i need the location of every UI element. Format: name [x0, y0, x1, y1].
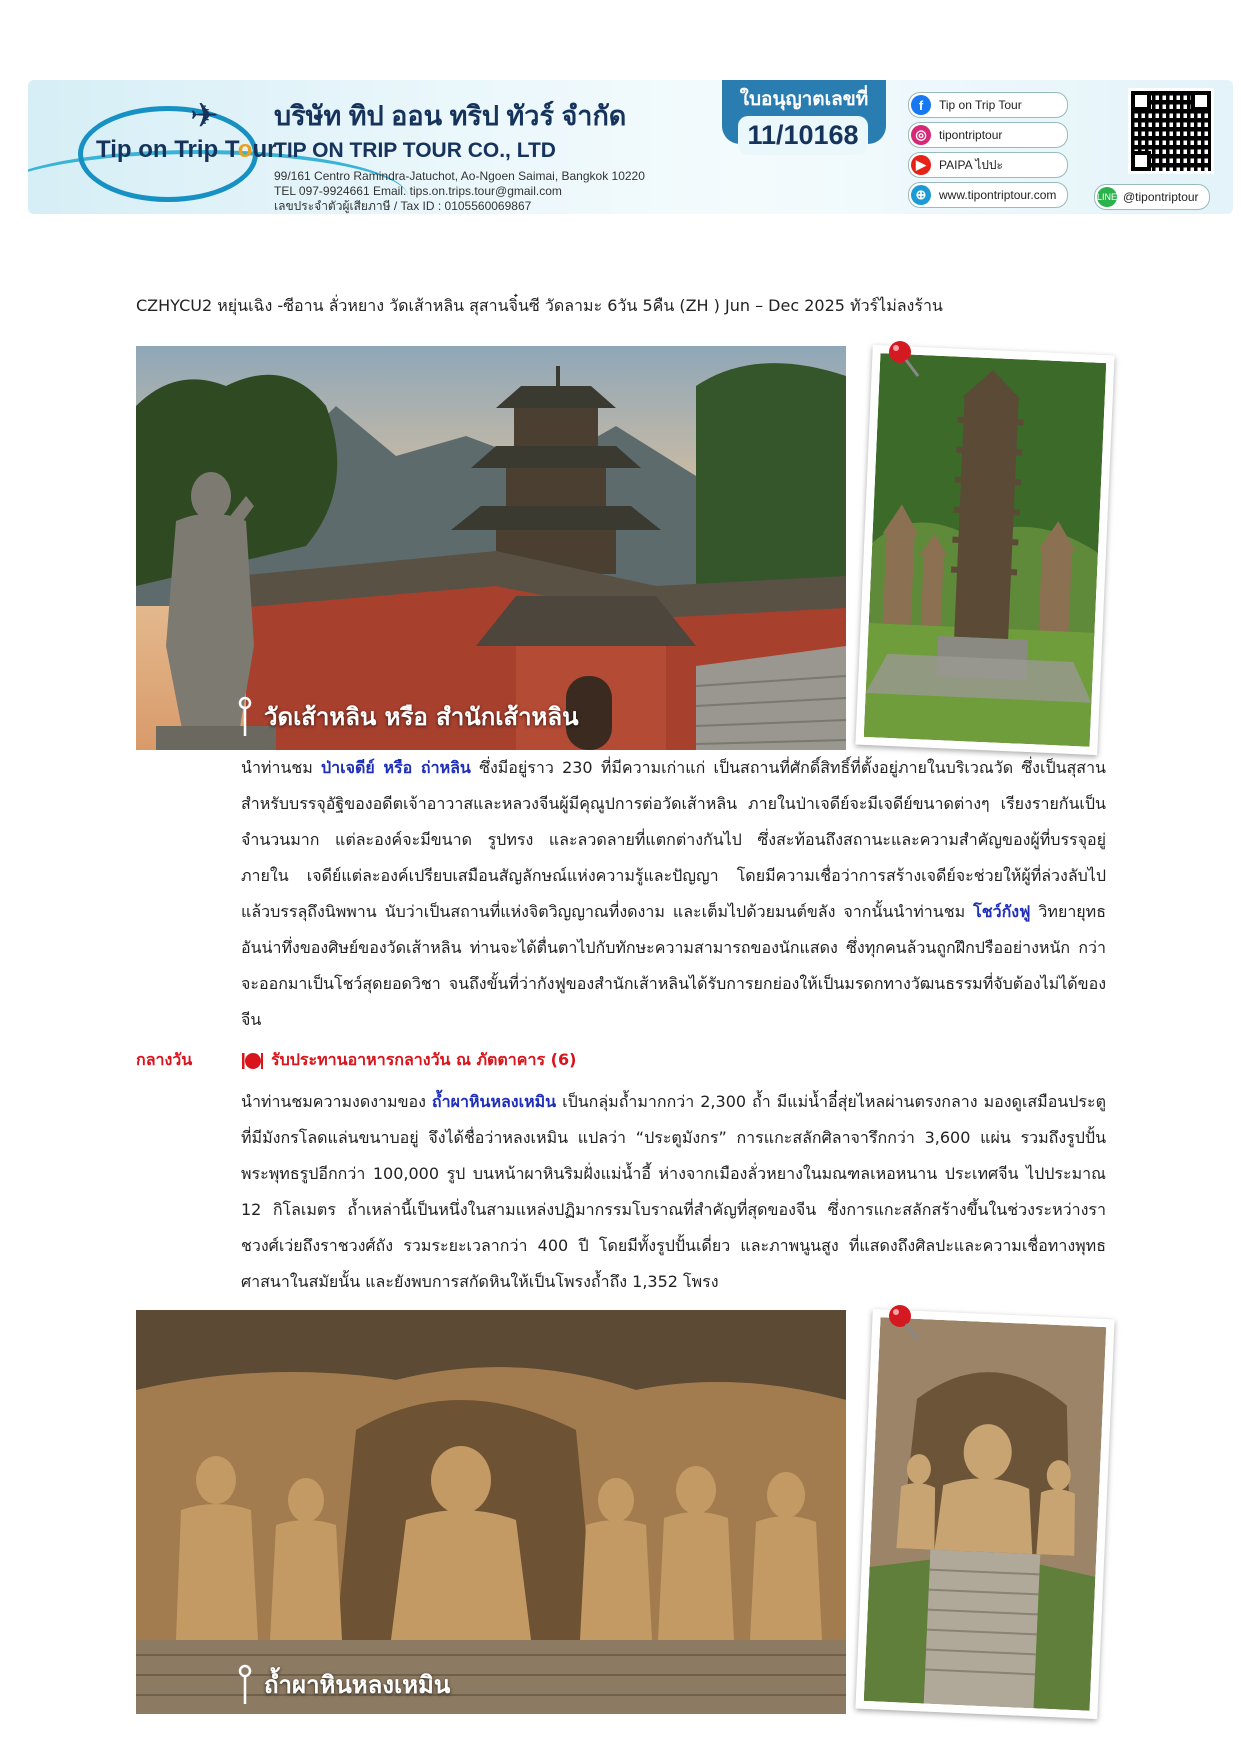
shaolin-temple-photo — [136, 346, 846, 750]
instagram-icon: ◎ — [911, 125, 931, 145]
longmen-stairs-photo-frame — [855, 1309, 1114, 1719]
logo-globe-o: o — [237, 136, 253, 163]
pagoda-forest-highlight: ป่าเจดีย์ หรือ ถ่าหลิน — [321, 758, 471, 777]
instagram-link[interactable] — [908, 122, 1068, 148]
lunch-text: รับประทานอาหารกลางวัน ณ ภัตตาคาร (6) — [271, 1050, 577, 1069]
license-label: ใบอนุญาตเลขที่ — [739, 89, 869, 110]
company-name-thai: บริษัท ทิป ออน ทริป ทัวร์ จำกัด — [274, 101, 627, 131]
youtube-icon: ▶ — [911, 155, 931, 175]
line-id-label: @tipontriptour — [1123, 190, 1199, 204]
location-pin-icon — [238, 696, 252, 736]
pagoda-forest-photo-frame — [855, 345, 1114, 755]
logo-text-part-1: Tip on Trip T — [96, 136, 238, 163]
kungfu-show-highlight: โชว์กังฟู — [973, 902, 1031, 921]
lunch-row — [136, 1048, 1106, 1080]
lunch-text-wrapper — [241, 1048, 576, 1073]
facebook-link[interactable] — [908, 92, 1068, 118]
tax-id-line: เลขประจำตัวผู้เสียภาษี / Tax ID : 0105560069867 — [274, 199, 532, 213]
longmen-photo-collage — [136, 1310, 1106, 1714]
qr-code — [1128, 88, 1214, 174]
facebook-label: Tip on Trip Tour — [939, 98, 1022, 112]
logo-text — [96, 136, 276, 164]
pushpin-icon — [880, 1300, 926, 1346]
line-icon: LINE — [1097, 187, 1117, 207]
shaolin-temple-illustration — [136, 346, 846, 750]
pagoda-forest-illustration — [864, 353, 1107, 746]
para2-text-1: นำท่านชมความงดงามของ — [241, 1092, 432, 1111]
lunch-label: กลางวัน — [136, 1050, 193, 1069]
facebook-icon: f — [911, 95, 931, 115]
company-address — [274, 169, 734, 214]
longmen-grottoes-illustration — [136, 1310, 846, 1714]
location-pin-icon — [238, 1664, 252, 1704]
qr-corner — [1131, 151, 1151, 171]
longmen-highlight: ถ้ำผาหินหลงเหมิน — [431, 1092, 557, 1111]
website-icon: ⊕ — [911, 185, 931, 205]
para1-text-2: ซึ่งมีอยู่ราว 230 ที่มีความเก่าแก่ เป็นสถานที่ศักดิ์สิทธิ์ที่ตั้งอยู่ภายในบริเวณวัด ซึ่งเป็นสุสานสำหรับบรรจุอัฐิของอดีตเจ้าอาวาสและหลวงจีนผู้มีคุณูปการต่อวัดเส้าหลิน ภายในป่าเจดีย์จะมีเจดีย์ขนาดต่างๆ เรียงรายกันเป็นจำนวนมาก แต่ละองค์จะมีขนาด รูปทรง และลวดลายที่แตกต่างกันไป ซึ่งสะท้อนถึงสถานะและความสำคัญของผู้ที่บรรจุอยู่ภายใน เจดีย์แต่ละองค์เปรียบเสมือนสัญลักษณ์แห่งความรู้และปัญญา โดยมีความเชื่อว่าการสร้างเจดีย์จะช่วยให้ผู้ที่ล่วงลับไปแล้วบรรลุถึงนิพพาน นับว่าเป็นสถานที่แห่งจิตวิญญาณที่งดงาม และเต็มไปด้วยมนต์ขลัง จากนั้นนำท่านชม — [241, 758, 1106, 921]
longmen-caption-text: ถ้ำผาหินหลงเหมิน — [264, 1670, 451, 1699]
company-logo — [70, 96, 277, 200]
company-info — [274, 94, 734, 214]
youtube-link[interactable] — [908, 152, 1068, 178]
shaolin-caption — [238, 696, 578, 736]
airplane-icon: ✈ — [190, 96, 219, 136]
para1-text-1: นำท่านชม — [241, 758, 322, 777]
qr-corner — [1191, 91, 1211, 111]
website-link[interactable] — [908, 182, 1068, 208]
para1-text-3: วิทยายุทธอันน่าทึ่งของศิษย์ของวัดเส้าหลิน ท่านจะได้ตื่นตาไปกับทักษะความสามารถของนักแสดง ซึ่งทุกคนล้วนถูกฝึกปรืออย่างหนัก กว่าจะออกมาเป็นโชว์สุดยอดวิชา จนถึงขั้นที่ว่ากังฟูของสำนักเส้าหลินได้รับการยกย่องให้เป็นมรดกทางวัฒนธรรมที่จับต้องไม่ได้ของจีน — [241, 902, 1106, 1029]
longmen-caption — [238, 1664, 450, 1704]
pushpin-icon — [880, 336, 926, 382]
line-id-link[interactable] — [1094, 184, 1210, 210]
company-header-banner — [28, 80, 1233, 214]
shaolin-caption-text: วัดเส้าหลิน หรือ สำนักเส้าหลิน — [264, 702, 579, 731]
logo-text-part-2: ur — [252, 136, 277, 163]
website-label: www.tipontriptour.com — [939, 188, 1057, 202]
longmen-grottoes-photo — [136, 1310, 846, 1714]
qr-corner — [1131, 91, 1151, 111]
shaolin-photo-collage — [136, 346, 1106, 750]
social-links — [908, 92, 1068, 212]
longmen-grottoes-stairs-photo — [864, 1317, 1107, 1710]
contact-line: TEL 097-9924661 Email. tips.on.trips.tour@gmail.com — [274, 184, 562, 198]
pagoda-forest-photo — [864, 353, 1107, 746]
address-line: 99/161 Centro Ramindra-Jatuchot, Ao-Ngoen Saimai, Bangkok 10220 — [274, 169, 645, 183]
longmen-stairs-illustration — [864, 1317, 1107, 1710]
instagram-label: tipontriptour — [939, 128, 1003, 142]
license-number: 11/10168 — [738, 116, 868, 155]
dining-icon — [241, 1050, 263, 1072]
youtube-label: PAIPA ไปปะ — [939, 157, 1003, 172]
tour-title: CZHYCU2 หยุ่นเฉิง -ซีอาน ลั่วหยาง วัดเส้าหลิน สุสานจิ๋นซี วัดลามะ 6วัน 5คืน (ZH ) Jun – Dec 2025 ทัวร์ไม่ลงร้าน — [136, 296, 943, 315]
company-name-english: TIP ON TRIP TOUR CO., LTD — [274, 139, 556, 162]
para2-text-2: เป็นกลุ่มถ้ำมากกว่า 2,300 ถ้ำ มีแม่น้ำอี๋สุ่ยไหลผ่านตรงกลาง มองดูเสมือนประตูที่มีมังกรโลดแล่นขนาบอยู่ จึงได้ชื่อว่าหลงเหมิน แปลว่า “ประตูมังกร” การแกะสลักศิลาจารึกกว่า 3,600 แผ่น รวมถึงรูปปั้นพระพุทธรูปอีกกว่า 100,000 รูป บนหน้าผาหินริมฝั่งแม่น้ำอี้ ห่างจากเมืองลั่วหยางในมณฑลเหอหนาน ประเทศจีน ไปประมาณ 12 กิโลเมตร ถ้ำเหล่านี้เป็นหนึ่งในสามแหล่งปฏิมากรรมโบราณที่สำคัญที่สุดของจีน ซึ่งการแกะสลักสร้างขึ้นในช่วงระหว่างราชวงศ์เว่ยถึงราชวงศ์ถัง รวมระยะเวลากว่า 400 ปี โดยมีทั้งรูปปั้นเดี่ยว และภาพนูนสูง ที่แสดงถึงศิลปะและความเชื่อทางพุทธศาสนาในสมัยนั้น และยังพบการสกัดหินให้เป็นโพรงถ้ำถึง 1,352 โพรง — [241, 1092, 1106, 1291]
pagoda-forest-description — [241, 750, 1106, 1038]
longmen-description — [241, 1084, 1106, 1300]
